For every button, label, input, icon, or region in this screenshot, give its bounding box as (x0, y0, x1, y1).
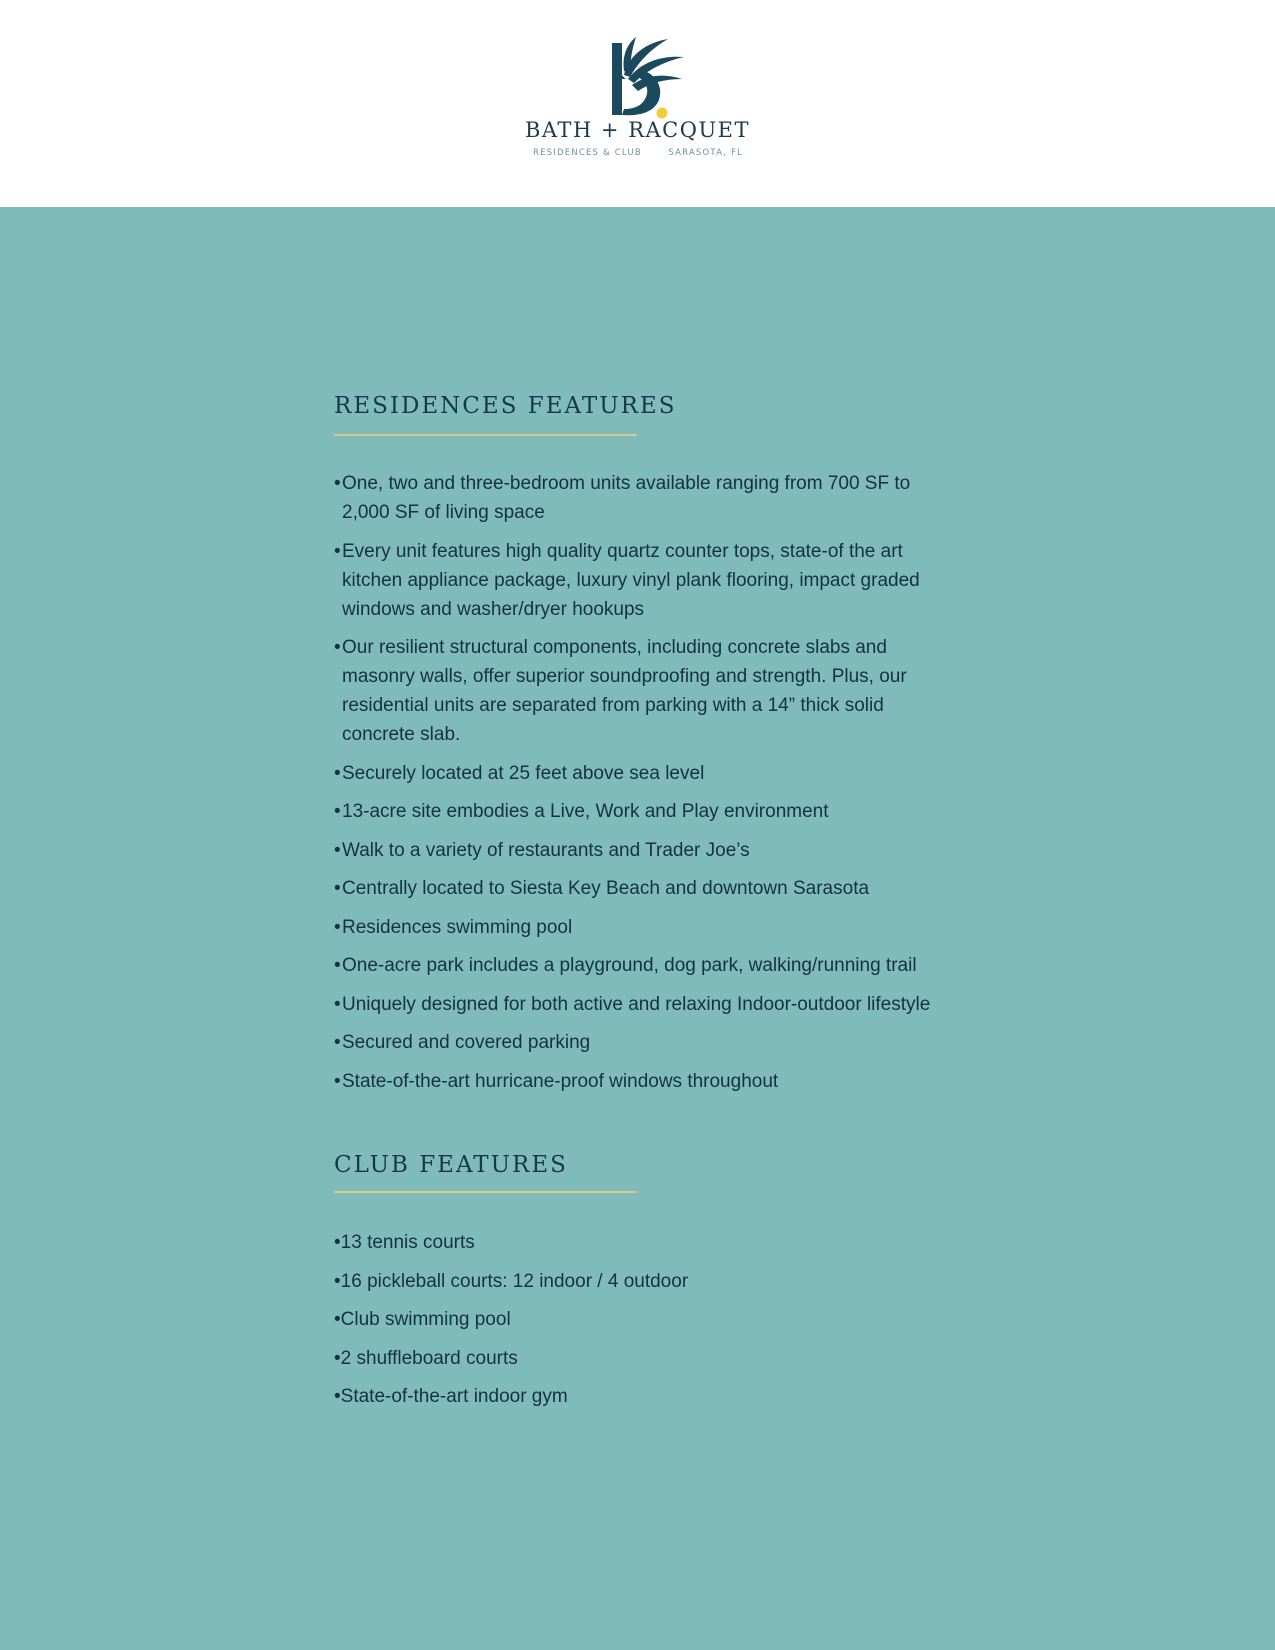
list-item: • Our resilient structural components, including concrete slabs and masonry walls, offer superior soundproofing and strength. Plus, our residential units are separated from parking with a 14” thick solid concrete slab. (334, 637, 907, 745)
residences-features-title: RESIDENCES FEATURES (334, 393, 677, 419)
list-item: • Secured and covered parking (334, 1032, 591, 1053)
logo-subtitle-right: SARASOTA, FL (668, 148, 743, 158)
palm-leaf-b-icon (610, 35, 690, 121)
list-item: •2 shuffleboard courts (334, 1347, 518, 1369)
logo-name: BATH + RACQUET (524, 118, 750, 142)
list-item: •13 tennis courts (334, 1232, 475, 1253)
list-item: • 13-acre site embodies a Live, Work and Play environment (334, 801, 829, 822)
residences-feature-list (334, 469, 954, 1105)
list-item: • Residences swimming pool (334, 916, 573, 938)
list-item: • Uniquely designed for both active and relaxing Indoor-outdoor lifestyle (334, 993, 931, 1015)
list-item: • State-of-the-art hurricane-proof windows throughout (334, 1070, 779, 1092)
list-item: •16 pickleball courts: 12 indoor / 4 outdoor (334, 1270, 689, 1292)
list-item: • One, two and three-bedroom units available ranging from 700 SF to 2,000 SF of living space (334, 473, 911, 523)
list-item: • Securely located at 25 feet above sea level (334, 762, 705, 784)
club-features-title: CLUB FEATURES (334, 1152, 568, 1178)
list-item: • Walk to a variety of restaurants and Trader Joe’s (334, 839, 750, 861)
club-feature-list (334, 1228, 954, 1421)
list-item: •State-of-the-art indoor gym (334, 1386, 568, 1407)
residences-title-rule (334, 434, 637, 436)
list-item: • Centrally located to Siesta Key Beach and downtown Sarasota (334, 878, 870, 899)
list-item: • Every unit features high quality quartz counter tops, state-of the art kitchen appliance package, luxury vinyl plank flooring, impact graded windows and washer/dryer hookups (334, 540, 920, 620)
features-panel (0, 207, 1275, 1650)
bath-racquet-logo (520, 32, 755, 167)
list-item: • One-acre park includes a playground, dog park, walking/running trail (334, 955, 917, 976)
logo-subtitle-left: RESIDENCES & CLUB (533, 148, 642, 158)
logo-subtitle (533, 148, 743, 158)
club-title-rule (334, 1191, 637, 1193)
list-item: •Club swimming pool (334, 1309, 511, 1330)
page-header (0, 0, 1275, 207)
